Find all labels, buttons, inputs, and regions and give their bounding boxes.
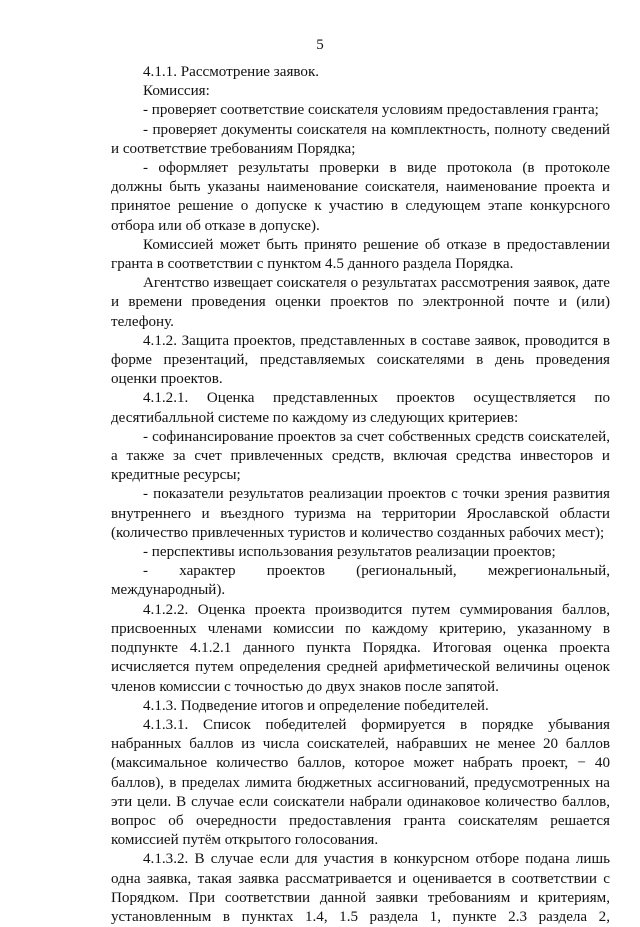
document-body bbox=[111, 63, 610, 927]
paragraph-protocol: - оформляет результаты проверки в виде протокола (в протоколе должны быть указаны наименование соискателя, наименование проекта и принятое решение о допуске к участию в следующем этапе конкурсного отбора или об отказе в допуске). bbox=[111, 160, 610, 234]
paragraph-4-1-3-1-winners-list: 4.1.3.1. Список победителей формируется в порядке убывания набранных баллов из числа соискателей, набравших не менее 20 баллов (максимальное количество баллов, которое может набрать проект, − 40 баллов), в пределах лимита бюджетных ассигнований, предусмотренных на эти цели. В случае если соискатели набрали одинаковое количество баллов, вопрос об очередности предоставления гранта соискателям решается комиссией путём открытого голосования. bbox=[111, 716, 610, 849]
paragraph-4-1-3-2-single-application: 4.1.3.2. В случае если для участия в конкурсном отборе подана лишь одна заявка, такая заявка рассматривается и оценивается в соответствии с Порядком. При соответствии данной заявки требованиям и критериям, установленным в пунктах 1.4, 1.5 раздела 1, пункте 2.3 раздела 2, bbox=[111, 851, 610, 925]
paragraph-criterion-character: - характер проектов (региональный, межрегиональный, международный). bbox=[111, 563, 610, 599]
paragraph-agency-notice: Агентство извещает соискателя о результатах рассмотрения заявок, дате и времени проведения оценки проектов по электронной почте и (или) телефону. bbox=[111, 275, 610, 330]
paragraph-refusal: Комиссией может быть принято решение об отказе в предоставлении гранта в соответствии с пунктом 4.5 данного раздела Порядка. bbox=[111, 236, 610, 273]
paragraph-4-1-2-defense: 4.1.2. Защита проектов, представленных в составе заявок, проводится в форме презентаций, представляемых соискателями в день проведения оценки проектов. bbox=[111, 332, 610, 388]
paragraph-4-1-2-2-scoring: 4.1.2.2. Оценка проекта производится путем суммирования баллов, присвоенных членами комиссии по каждому критерию, указанному в подпункте 4.1.2.1 данного пункта Порядка. Итоговая оценка проекта исчисляется путем определения средней арифметической величины оценок членов комиссии с точностью до двух знаков после запятой. bbox=[111, 601, 610, 695]
paragraph-check-conditions: - проверяет соответствие соискателя условиям предоставления гранта; bbox=[143, 102, 599, 119]
paragraph-criterion-results: - показатели результатов реализации проектов с точки зрения развития внутреннего и въездного туризма на территории Ярославской области (количество привлеченных туристов и количество созданных рабочих мест); bbox=[111, 486, 610, 541]
paragraph-4-1-3-summary: 4.1.3. Подведение итогов и определение победителей. bbox=[143, 697, 489, 714]
paragraph-commission-label: Комиссия: bbox=[143, 83, 210, 100]
paragraph-check-documents: - проверяет документы соискателя на комплектность, полноту сведений и соответствие требованиям Порядка; bbox=[111, 121, 610, 157]
paragraph-4-1-2-1-evaluation: 4.1.2.1. Оценка представленных проектов осуществляется по десятибалльной системе по каждому из следующих критериев: bbox=[111, 390, 610, 426]
paragraph-4-1-1-heading: 4.1.1. Рассмотрение заявок. bbox=[143, 64, 320, 80]
page-number: 5 bbox=[316, 37, 324, 53]
paragraph-criterion-cofinancing: - софинансирование проектов за счет собственных средств соискателей, а также за счет привлеченных средств, включая средства инвесторов и кредитные ресурсы; bbox=[111, 428, 610, 484]
paragraph-criterion-prospects: - перспективы использования результатов реализации проектов; bbox=[143, 544, 556, 561]
